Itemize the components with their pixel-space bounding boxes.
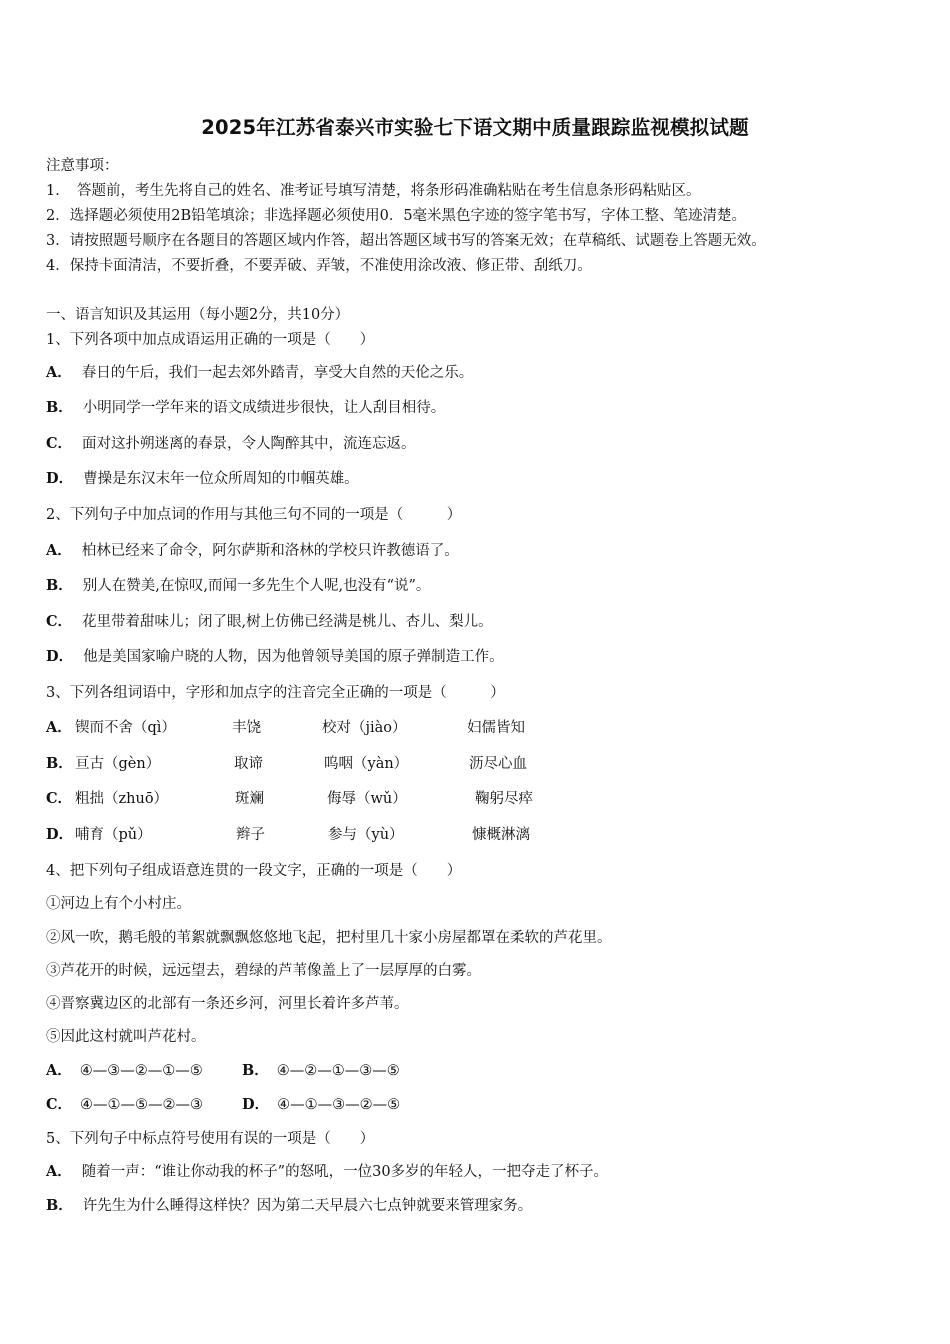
- q3-word: 亘古（gèn）: [75, 756, 161, 772]
- q3-word: 锲而不舍（qì）: [75, 720, 176, 736]
- question-3-stem: 3、下列各组词语中，字形和加点字的注音完全正确的一项是（ ）: [46, 685, 505, 701]
- option-letter: A．: [46, 364, 72, 381]
- q2-option-b: [46, 574, 430, 595]
- option-letter: D．: [46, 470, 74, 487]
- q4-option-b: [242, 1059, 400, 1080]
- q3-word: 斑斓: [235, 791, 264, 807]
- q4-sentence: ⑤因此这村就叫芦花村。: [46, 1029, 206, 1045]
- option-letter: A．: [46, 542, 72, 559]
- q3-word: 辫子: [236, 827, 265, 843]
- q4-sentence: ③芦花开的时候，远远望去，碧绿的芦苇像盖上了一层厚厚的白雾。: [46, 963, 481, 979]
- option-letter: C．: [46, 1096, 73, 1113]
- notice-heading: 注意事项：: [46, 158, 119, 174]
- question-1-stem: 1、下列各项中加点成语运用正确的一项是（ ）: [46, 332, 375, 348]
- option-text: 春日的午后，我们一起去郊外踏青，享受大自然的天伦之乐。: [81, 365, 474, 381]
- option-text: 花里带着甜味儿；闭了眼,树上仿佛已经满是桃儿、杏儿、梨儿。: [82, 614, 493, 630]
- notice-item: 4．保持卡面清洁，不要折叠，不要弄破、弄皱，不准使用涂改液、修正带、刮纸刀。: [46, 258, 592, 274]
- q1-option-c: [46, 432, 416, 453]
- q3-word: 鞠躬尽瘁: [475, 791, 533, 807]
- option-text: ④—①—③—②—⑤: [277, 1097, 401, 1113]
- q3-word: 丰饶: [232, 720, 261, 736]
- q4-sentence: ④晋察冀边区的北部有一条还乡河，河里长着许多芦苇。: [46, 996, 409, 1012]
- option-letter: A．: [46, 1062, 72, 1079]
- option-letter: B．: [46, 1197, 73, 1214]
- option-letter: B．: [46, 577, 73, 594]
- option-letter: B．: [46, 399, 73, 416]
- option-letter: A．: [46, 719, 72, 736]
- q3-word: 参与（yù）: [328, 827, 404, 843]
- section-heading: 一、语言知识及其运用（每小题2分，共10分）: [46, 307, 350, 323]
- option-text: 曹操是东汉末年一位众所周知的巾帼英雄。: [83, 471, 359, 487]
- q3-word: 妇儒皆知: [467, 720, 525, 736]
- q3-word: 校对（jiào）: [322, 720, 407, 736]
- option-letter: D．: [46, 648, 74, 665]
- option-text: 面对这扑朔迷离的春景，令人陶醉其中，流连忘返。: [82, 436, 416, 452]
- option-letter: B．: [242, 1062, 269, 1079]
- option-text: 柏林已经来了命令，阿尔萨斯和洛林的学校只许教德语了。: [81, 543, 459, 559]
- q3-word: 侮辱（wǔ）: [327, 791, 407, 807]
- option-text: 他是美国家喻户晓的人物，因为他曾领导美国的原子弹制造工作。: [83, 649, 504, 665]
- q3-word: 取谛: [234, 756, 263, 772]
- option-letter: B．: [46, 755, 73, 772]
- q3-word: 哺育（pǔ）: [75, 827, 152, 843]
- notice-item: 3．请按照题号顺序在各题目的答题区域内作答，超出答题区域书写的答案无效；在草稿纸、试题卷上答题无效。: [46, 233, 766, 249]
- q2-option-c: [46, 610, 493, 631]
- option-letter: D．: [46, 826, 74, 843]
- q4-option-a: [46, 1059, 203, 1080]
- question-2-stem: 2、下列句子中加点词的作用与其他三句不同的一项是（ ）: [46, 507, 462, 523]
- q2-option-d: [46, 645, 504, 666]
- question-4-stem: 4、把下列句子组成语意连贯的一段文字，正确的一项是（ ）: [46, 863, 462, 879]
- option-text: 随着一声：“谁让你动我的杯子”的怒吼，一位30多岁的年轻人，一把夺走了杯子。: [81, 1164, 609, 1180]
- option-text: ④—①—⑤—②—③: [80, 1097, 204, 1113]
- option-letter: D．: [242, 1096, 270, 1113]
- option-text: 别人在赞美,在惊叹,而闻一多先生个人呢,也没有“说”。: [82, 578, 431, 594]
- page-title: 2025年江苏省泰兴市实验七下语文期中质量跟踪监视模拟试题: [201, 116, 749, 139]
- q5-option-a: [46, 1160, 608, 1181]
- question-5-stem: 5、下列句子中标点符号使用有误的一项是（ ）: [46, 1131, 375, 1147]
- q4-sentence: ②风一吹，鹅毛般的苇絮就飘飘悠悠地飞起，把村里几十家小房屋都罩在柔软的芦花里。: [46, 930, 612, 946]
- q3-word: 呜咽（yàn）: [324, 756, 409, 772]
- option-text: 小明同学一学年来的语文成绩进步很快，让人刮目相待。: [82, 400, 446, 416]
- q4-option-c: [46, 1093, 203, 1114]
- q3-word: 慷概淋漓: [472, 827, 530, 843]
- notice-item: 1． 答题前，考生先将自己的姓名、准考证号填写清楚，将条形码准确粘贴在考生信息条形码粘贴区。: [46, 183, 701, 199]
- q2-option-a: [46, 539, 459, 560]
- notice-item: 2．选择题必须使用2B铅笔填涂；非选择题必须使用0．5毫米黑色字迹的签字笔书写，字体工整、笔迹清楚。: [46, 208, 747, 224]
- option-text: ④—②—①—③—⑤: [276, 1063, 400, 1079]
- option-text: 许先生为什么睡得这样快？因为第二天早晨六七点钟就要来管理家务。: [82, 1198, 533, 1214]
- q5-option-b: [46, 1194, 532, 1215]
- q1-option-d: [46, 467, 359, 488]
- q4-option-d: [242, 1093, 400, 1114]
- option-letter: C．: [46, 790, 73, 807]
- option-letter: C．: [46, 435, 73, 452]
- q4-sentence: ①河边上有个小村庄。: [46, 896, 191, 912]
- q3-word: 沥尽心血: [469, 756, 527, 772]
- option-letter: A．: [46, 1163, 72, 1180]
- q1-option-b: [46, 396, 445, 417]
- q3-word: 粗拙（zhuō）: [75, 791, 169, 807]
- q1-option-a: [46, 361, 473, 382]
- option-text: ④—③—②—①—⑤: [79, 1063, 203, 1079]
- option-letter: C．: [46, 613, 73, 630]
